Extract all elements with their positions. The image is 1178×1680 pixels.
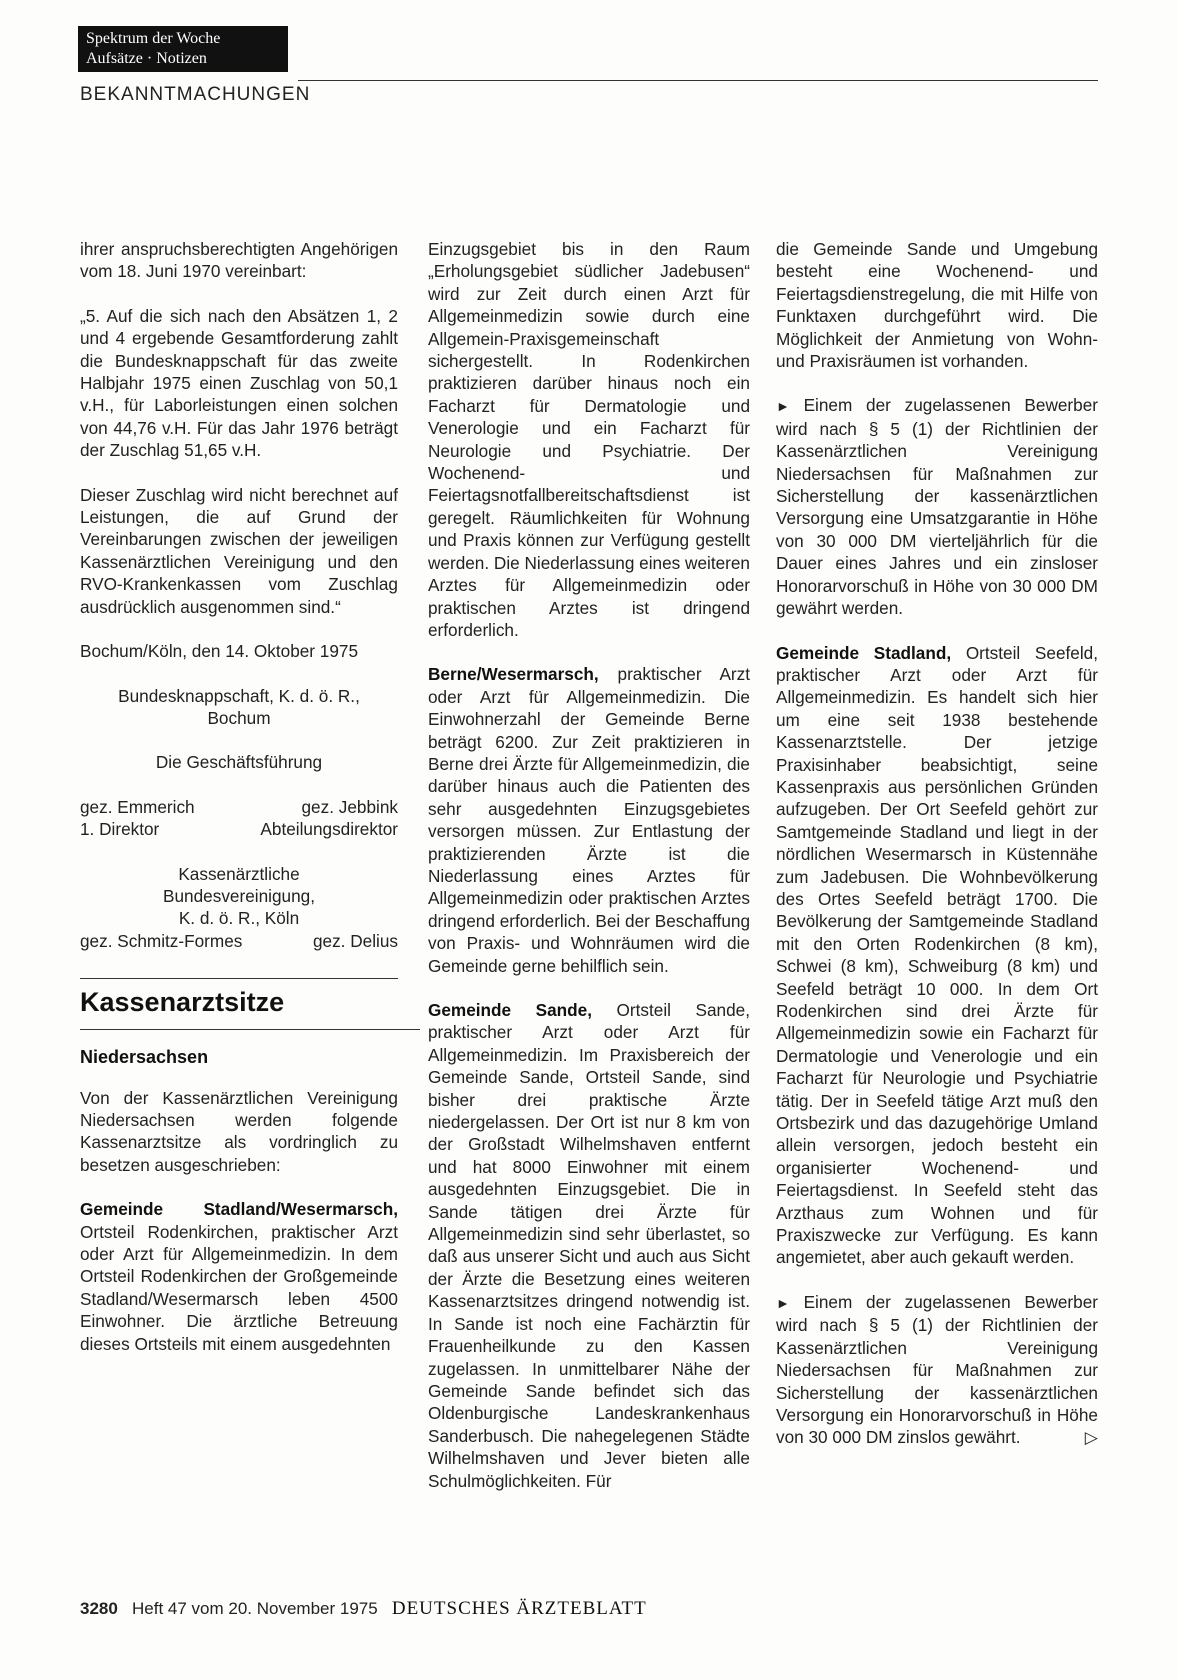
listing-title: Gemeinde Stadland, — [776, 642, 952, 663]
listing-text: Ortsteil Sande, praktischer Arzt oder Arzt für Allgemeinmedizin. Im Praxisbereich der Gemeinde Sande, Ortsteil Sande, sind bisher drei praktische Ärzte niedergelassen. Der Ort ist nur 8 km von der Großstadt Wilhelmshaven entfernt und hat 8000 Einwohner mit einem ausgedehnten Einzugsgebiet. Die in Sande tätigen drei Ärzte für Allgemeinmedizin sind sehr überlastet, so daß aus unserer Sicht und auch aus Sicht der Ärzte die Besetzung eines weiteren Kassenarztsitzes dringend notwendig ist. In Sande ist noch eine Fachärztin für Frauenheilkunde zu den Kassen zugelassen. In unmittelbarer Nähe der Gemeinde Sande befindet sich das Oldenburgische Landeskrankenhaus Sanderbusch. Die nahegelegenen Städte Wilhelmshaven und Jever bieten alle Schulmöglichkeiten. Für — [428, 1000, 750, 1491]
signature-management: Die Geschäftsführung — [155, 752, 323, 773]
incentive-text: Einem der zugelassenen Bewerber wird nach § 5 (1) der Richtlinien der Kassenärztlichen Vereinigung Niedersachsen für Maßnahmen zur Sicherstellung der kassenärztlichen Versorgung ein Honorarvorschuß in Höhe von 30 000 DM zinslos gewährt. — [776, 1291, 1098, 1448]
paragraph: ihrer anspruchsberechtigten Angehörigen vom 18. Juni 1970 vereinbart: — [80, 239, 398, 282]
signature-line: Bundesvereinigung, — [163, 885, 315, 906]
article-subheading: Niedersachsen — [80, 1047, 209, 1068]
signature-name-left: gez. Emmerich — [80, 796, 195, 817]
signature-title-left: 1. Direktor — [80, 819, 160, 840]
issue-info: Heft 47 vom 20. November 1975 — [132, 1599, 378, 1618]
signature-row — [80, 930, 398, 952]
badge-line-2: Aufsätze · Notizen — [86, 50, 207, 67]
triangle-bullet-icon: ► — [776, 1294, 790, 1311]
article-heading: Kassenarztsitze — [80, 987, 285, 1018]
triangle-bullet-icon: ► — [776, 398, 790, 415]
signature-name-right: gez. Jebbink — [301, 796, 398, 817]
listing-stadland-seefeld — [776, 642, 1098, 1269]
section-badge — [78, 26, 288, 72]
listing-text: praktischer Arzt oder Arzt für Allgemeinmedizin. Die Einwohnerzahl der Gemeinde Berne beträgt 6200. Zur Zeit praktizieren in Berne drei Ärzte für Allgemeinmedizin, die darüber hinaus auch die Patienten des sehr ausgedehnten Einzugsgebietes versorgen müssen. Zur Entlastung der praktizierenden Ärzte ist die Niederlassung eines Arztes für Allgemeinmedizin oder praktischen Arztes dringend erforderlich. Bei der Beschaffung von Praxis- und Wohnräumen wird die Gemeinde gerne behilflich sein. — [428, 664, 750, 976]
page-number: 3280 — [80, 1599, 118, 1618]
column-2 — [428, 238, 750, 1514]
signature-line: Kassenärztliche — [178, 863, 300, 884]
continue-arrow-icon: ▷ — [1084, 1427, 1098, 1448]
signature-line: Bundesknappschaft, K. d. ö. R., — [118, 685, 360, 706]
column-3 — [776, 238, 1098, 1471]
paragraph: Von der Kassenärztlichen Vereinigung Niedersachsen werden folgende Kassenarztsitze als vordringlich zu besetzen ausgeschrieben: — [80, 1087, 398, 1175]
column-1 — [80, 238, 398, 1377]
incentive-paragraph — [776, 394, 1098, 619]
listing-text: Ortsteil Seefeld, praktischer Arzt oder Arzt für Allgemeinmedizin. Es handelt sich hier um eine seit 1938 bestehende Kassenarztstelle. Der jetzige Praxisinhaber beabsichtigt, seine Kassenpraxis aus persönlichen Gründen aufzugeben. Der Ort Seefeld gehört zur Samtgemeinde Stadland und liegt in der nördlichen Wesermarsch in Küstennähe zum Jadebusen. Die Wohnbevölkerung des Ortes Seefeld beträgt 1700. Die Bevölkerung der Samtgemeinde Stadland mit den Orten Rodenkirchen (8 km), Schwei (8 km), Schweiburg (8 km) und Seefeld beträgt 10 000. In dem Ort Rodenkirchen sind drei Ärzte für Allgemeinmedizin sowie ein Facharzt für Dermatologie und Venerologie und ein Facharzt für Neurologie und Psychiatrie tätig. Der in Seefeld tätige Arzt muß den Ortsbezirk und das dazugehörige Umland allein versorgen, jedoch besteht ein organisierter Wochenend- und Feiertagsdienst. In Seefeld steht das Arzthaus zum Wohnen und für Praxiszwecke zur Verfügung. Es kann angemietet, aber auch gekauft werden. — [776, 642, 1098, 1268]
listing-text: Ortsteil Rodenkirchen, praktischer Arzt oder Arzt für Allgemeinmedizin. In dem Ortsteil Rodenkirchen der Großgemeinde Stadland/Wesermarsch leben 4500 Einwohner. Die ärztliche Betreuung dieses Ortsteils mit einem ausgedehnten — [80, 1221, 398, 1354]
page-footer — [80, 1598, 647, 1620]
header-rule — [298, 80, 1098, 81]
paragraph: „5. Auf die sich nach den Absätzen 1, 2 und 4 ergebende Gesamtforderung zahlt die Bundesknappschaft für das zweite Halbjahr 1975 einen Zuschlag von 50,1 v.H., für Laborleistungen einen solchen von 44,76 v.H. Für das Jahr 1976 beträgt der Zuschlag 51,65 v.H. — [80, 305, 398, 461]
paragraph: die Gemeinde Sande und Umgebung besteht eine Wochenend- und Feiertagsdienstregelung, die mit Hilfe von Funktaxen durchgeführt wird. Die Möglichkeit der Anmietung von Wohn- und Praxisräumen ist vorhanden. — [776, 239, 1098, 372]
heading-rule — [80, 978, 398, 979]
incentive-text: Einem der zugelassenen Bewerber wird nach § 5 (1) der Richtlinien der Kassenärztlichen Vereinigung Niedersachsen für Maßnahmen zur Sicherstellung der kassenärztlichen Versorgung eine Umsatzgarantie in Höhe von 30 000 DM vierteljährlich für die Dauer eines Jahres und ein zinsloser Honorarvorschuß in Höhe von 30 000 DM gewährt werden. — [776, 395, 1098, 619]
listing-berne — [428, 663, 750, 977]
heading-rule-short — [80, 1029, 420, 1030]
date-line: Bochum/Köln, den 14. Oktober 1975 — [80, 641, 359, 662]
incentive-paragraph — [776, 1291, 1098, 1449]
signature-names — [80, 796, 398, 841]
listing-title: Gemeinde Stadland/Wesermarsch, — [80, 1199, 398, 1220]
signature-bundesknappschaft — [80, 685, 398, 730]
signature-line: Bochum — [207, 707, 271, 728]
paragraph: Einzugsgebiet bis in den Raum „Erholungsgebiet südlicher Jadebusen“ wird zur Zeit durch einen Arzt für Allgemeinmedizin sowie durch eine Allgemein-Praxisgemeinschaft sichergestellt. In Rodenkirchen praktizieren darüber hinaus noch ein Facharzt für Dermatologie und Venerologie und ein Facharzt für Neurologie und Psychiatrie. Der Wochenend- und Feiertagsnotfallbereitschaftsdienst ist geregelt. Räumlichkeiten für Wohnung und Praxis können zur Verfügung gestellt werden. Die Niederlassung eines weiteren Arztes für Allgemeinmedizin oder praktischen Arztes ist dringend erforderlich. — [428, 239, 750, 640]
signature-name-right: gez. Delius — [312, 930, 398, 951]
paragraph: Dieser Zuschlag wird nicht berechnet auf Leistungen, die auf Grund der Vereinbarungen zwischen der jeweiligen Kassenärztlichen Vereinigung und den RVO-Krankenkassen vom Zuschlag ausdrücklich ausgenommen sind.“ — [80, 484, 398, 617]
listing-title: Gemeinde Sande, — [428, 1000, 592, 1020]
listing-title: Berne/Wesermarsch, — [428, 664, 599, 685]
signature-row — [80, 796, 398, 818]
badge-line-1: Spektrum der Woche — [86, 30, 221, 47]
listing-stadland-rodenkirchen — [80, 1198, 398, 1355]
section-title: BEKANNTMACHUNGEN — [80, 84, 311, 105]
signature-line: K. d. ö. R., Köln — [178, 908, 300, 929]
signature-kbv — [80, 863, 398, 953]
listing-sande — [428, 999, 750, 1492]
signature-name-left: gez. Schmitz-Formes — [80, 930, 243, 951]
signature-title-right: Abteilungsdirektor — [260, 819, 398, 840]
signature-row — [80, 818, 398, 840]
journal-name: DEUTSCHES ÄRZTEBLATT — [391, 1598, 647, 1619]
